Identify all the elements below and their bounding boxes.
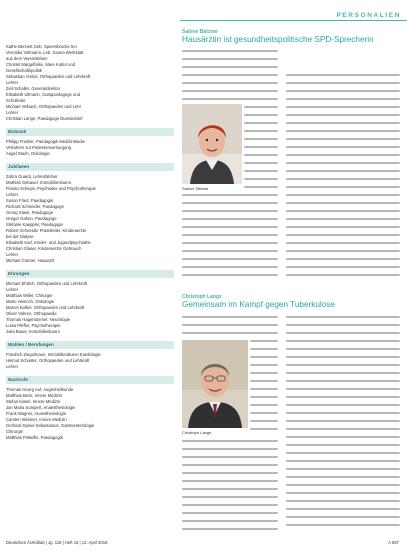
article1-text-line xyxy=(286,114,400,116)
article2-kicker: Christoph Lange xyxy=(182,294,222,300)
list-item: Stefan Kissel, Innere Medizin xyxy=(6,399,61,404)
article2-text-line xyxy=(286,484,400,486)
list-item: Elisabeth Ullmann, Gastpaedagoge und xyxy=(6,92,81,97)
article2-text-line xyxy=(250,348,278,350)
article1-text-line xyxy=(286,178,400,180)
list-item: Matthias Pinkellis, Paedagogik xyxy=(6,435,63,440)
article1-text-line xyxy=(286,146,400,148)
list-item: Susan Fried, Paedagogik xyxy=(6,198,54,203)
article2-text-line xyxy=(286,324,400,326)
article2-text-line xyxy=(286,372,400,374)
article1-text-line xyxy=(244,130,278,132)
article1-text-line xyxy=(244,162,278,164)
article1-text-line xyxy=(286,130,400,132)
sidebar-section-list xyxy=(6,281,174,335)
article2-text-line xyxy=(286,508,400,510)
article2-text-line xyxy=(250,380,278,382)
article2-text-line xyxy=(182,456,278,458)
list-item: Matthias Willer, Chirurgie xyxy=(6,293,53,298)
portrait-photo-christoph xyxy=(182,340,248,428)
article1-text-line xyxy=(182,98,278,100)
portrait-photo-sabine xyxy=(182,104,242,184)
article1-text-line xyxy=(244,106,278,108)
article2-text-line xyxy=(250,356,278,358)
article1-text-line xyxy=(182,226,278,228)
list-item: Jan Maria Sumpert, Anaesthesiologie xyxy=(6,405,76,410)
article2-text-line xyxy=(250,428,278,430)
list-item: bei der Dialyse xyxy=(6,234,34,239)
list-item: Lehrer xyxy=(6,80,19,85)
article1-text-line xyxy=(182,210,278,212)
article1-text-line xyxy=(286,186,400,188)
list-item: Schulleiter xyxy=(6,98,26,103)
list-item: Frank Wagner, Anaesthesiologie xyxy=(6,411,67,416)
article1-text-line xyxy=(286,90,400,92)
article2-text-line xyxy=(286,356,400,358)
list-item: Gesellschaftspolitik xyxy=(6,68,42,73)
list-item: Luisa Pfeffer, Psychotherapie xyxy=(6,323,61,328)
article2-text-line xyxy=(286,476,400,478)
list-item: Christel Margeflalse, Mare Kultur und xyxy=(6,62,76,67)
list-item: Christian Lange, Paedagoge Duesseldorf xyxy=(6,116,83,121)
article1-text-line xyxy=(286,210,400,212)
article1-text-line xyxy=(286,194,400,196)
article1-text-line xyxy=(244,186,278,188)
article2-text-line xyxy=(182,504,278,506)
list-item: Christian Glaser, Kinderaerzte Gebrauch xyxy=(6,246,82,251)
article2-text-line xyxy=(182,316,278,318)
list-item: Helmut Schuster, Orthopaeden und Lehrkraft xyxy=(6,358,90,363)
article2-text-line xyxy=(286,364,400,366)
article2-text-line xyxy=(286,420,400,422)
article2-text-line xyxy=(286,444,400,446)
article2-text-line xyxy=(182,440,278,442)
article1-text-line xyxy=(244,114,278,116)
list-item: Thomas Georg Auf, Augenheilkunde xyxy=(6,387,74,392)
article2-text-line xyxy=(286,332,400,334)
article2-text-line xyxy=(286,516,400,518)
article1-text-line xyxy=(182,274,278,276)
photo-caption: Sabine Dittmar xyxy=(182,186,209,191)
list-item: Angel Stach, Onkologie xyxy=(6,151,50,156)
article2-text-line xyxy=(286,396,400,398)
article1-text-line xyxy=(286,274,400,276)
list-item: Matthias Beck, Innere Medizin xyxy=(6,393,63,398)
article2-text-line xyxy=(286,412,400,414)
article1-text-line xyxy=(286,74,400,76)
sidebar-top-list xyxy=(6,44,174,122)
article2-text-line xyxy=(250,340,278,342)
article2-text-line xyxy=(182,480,278,482)
list-item: Oliver Vahren, Orthopaedie xyxy=(6,311,57,316)
article2-text-line xyxy=(286,460,400,462)
article1-text-line xyxy=(286,138,400,140)
sidebar-section-heading: Jubilaeen xyxy=(6,163,174,171)
article1-text-line xyxy=(286,218,400,220)
article1-text-line xyxy=(182,258,278,260)
article1-text-line xyxy=(286,82,400,84)
article2-text-line xyxy=(182,520,278,522)
article1-text-line xyxy=(182,266,278,268)
article2-text-line xyxy=(182,512,278,514)
article1-text-line xyxy=(182,74,278,76)
article2-text-line xyxy=(182,496,278,498)
article1-text-line xyxy=(286,250,400,252)
list-item: Florian Scheips, Psychiatrie und Psychotherapie xyxy=(6,186,96,191)
article1-text-line xyxy=(182,194,278,196)
list-item: Lehrer xyxy=(6,287,19,292)
article1-text-line xyxy=(182,58,278,60)
article1-text-line xyxy=(286,98,400,100)
article2-text-line xyxy=(286,340,400,342)
list-item: Lehrer xyxy=(6,192,19,197)
sidebar-section-heading: Wahlen / Berufungen xyxy=(6,341,174,349)
article2-text-line xyxy=(286,492,400,494)
article2-text-line xyxy=(286,436,400,438)
list-item: Friedrich Ziegelmann, Immobilienbuero Kardiologie xyxy=(6,352,101,357)
article1-text-line xyxy=(244,122,278,124)
article2-text-line xyxy=(286,316,400,318)
list-item: Kathe Bennett Geb. Speersbrucke ten xyxy=(6,44,77,49)
article2-text-line xyxy=(286,404,400,406)
article2-text-line xyxy=(250,420,278,422)
article1-text-line xyxy=(182,250,278,252)
list-item: Richard Schneider, Paedagoge xyxy=(6,204,64,209)
article1-text-line xyxy=(286,258,400,260)
sidebar-section-list xyxy=(6,387,174,441)
sidebar-section-heading: Nachrufe xyxy=(6,376,174,384)
footer-citation: Deutsches Ärzteblatt | Jg. 115 | Heft 15 | 13. April 2018 xyxy=(6,540,108,545)
article2-text-line xyxy=(286,388,400,390)
article2-text-line xyxy=(250,412,278,414)
list-item: Veronika Voltmann, Leb. Sauna Werkstatt xyxy=(6,50,84,55)
list-item: Julia Bauer, Immobilienbuero xyxy=(6,329,61,334)
article1-text-line xyxy=(182,66,278,68)
sidebar-section-list xyxy=(6,174,174,264)
list-item: Lehrer xyxy=(6,364,19,369)
article2-text-line xyxy=(182,528,278,530)
article1-text-line xyxy=(286,106,400,108)
article1-text-line xyxy=(286,122,400,124)
list-item: Zeit Schaller, Generaldirektor xyxy=(6,86,61,91)
list-item: Sebastian Vorlos, Orthopaeden und Lehrkraft xyxy=(6,74,91,79)
article1-text-line xyxy=(182,202,278,204)
list-item: Verfahren zur Patientenversorgung xyxy=(6,145,71,150)
header-rule xyxy=(180,20,407,21)
article2-text-line xyxy=(286,524,400,526)
article1-kicker: Sabine Bätzner xyxy=(182,29,219,35)
sidebar-section-list xyxy=(6,352,174,370)
list-item: Georg Stass, Paedagoge xyxy=(6,210,54,215)
article1-text-line xyxy=(244,146,278,148)
article1-text-line xyxy=(182,234,278,236)
article2-text-line xyxy=(182,488,278,490)
article1-text-line xyxy=(244,178,278,180)
article1-text-line xyxy=(286,266,400,268)
list-item: Marcel Kalbel, Orthopaeden und Lehrkraft xyxy=(6,305,84,310)
list-item: Michael Cramer, Hausarzt xyxy=(6,258,55,263)
article1-text-line xyxy=(286,202,400,204)
article2-text-line xyxy=(250,372,278,374)
list-item: Elisabeth Karl, Kinder- und Jugendpsychiatrie xyxy=(6,240,91,245)
list-item: Robert Schneider Praxisleiter, Kinderaerzte xyxy=(6,228,87,233)
article2-text-line xyxy=(286,452,400,454)
article1-text-line xyxy=(286,154,400,156)
article2-text-line xyxy=(286,348,400,350)
sidebar-section-list xyxy=(6,139,174,157)
list-item: Mathias Gebauer, Immobilienbuero xyxy=(6,180,72,185)
article1-text-line xyxy=(286,226,400,228)
list-item: Mario Heinrich, Onkologie xyxy=(6,299,55,304)
article2-text-line xyxy=(250,404,278,406)
article2-text-line xyxy=(182,464,278,466)
list-item: Philipp Frankle, Paedagogik Medizinstudie xyxy=(6,139,85,144)
list-item: Gregor Gahen, Paedagoge xyxy=(6,216,57,221)
section-title: PERSONALIEN xyxy=(336,12,401,19)
article1-text-line xyxy=(286,234,400,236)
list-item: Michael Ehrlich, Orthopaeden und Lehrkraft xyxy=(6,281,88,286)
personalien-sidebar xyxy=(6,44,174,441)
article1-text-line xyxy=(244,138,278,140)
article1-text-line xyxy=(286,242,400,244)
list-item: Thomas Hagentoemer, Neurologie xyxy=(6,317,71,322)
article1-text-line xyxy=(286,162,400,164)
article2-text-line xyxy=(286,380,400,382)
article2-text-line xyxy=(182,332,278,334)
article1-headline: Hausärztin ist gesundheitspolitische SPD-Sprecherin xyxy=(182,35,374,44)
article2-text-line xyxy=(182,324,278,326)
sidebar-section-heading: Ehrungen xyxy=(6,270,174,278)
article2-text-line xyxy=(286,500,400,502)
article1-text-line xyxy=(182,218,278,220)
article2-text-line xyxy=(286,468,400,470)
photo-caption: Christoph Lange xyxy=(182,430,212,435)
article2-text-line xyxy=(250,396,278,398)
article1-text-line xyxy=(286,170,400,172)
article1-text-line xyxy=(182,50,278,52)
article1-text-line xyxy=(182,90,278,92)
list-item: Chirurgie xyxy=(6,429,23,434)
article1-text-line xyxy=(182,82,278,84)
article1-text-line xyxy=(244,170,278,172)
list-item: Carsten Weisner, Innere Medizin xyxy=(6,417,67,422)
article2-text-line xyxy=(182,448,278,450)
list-item: Lehrer xyxy=(6,110,19,115)
list-item: aus dem Vereinsleben xyxy=(6,56,48,61)
list-item: Zahra Guardi, Lehrerbildner xyxy=(6,174,58,179)
list-item: Lehrer xyxy=(6,252,19,257)
list-item: Stefanie Kaeppler, Paedagoge xyxy=(6,222,63,227)
page-number: A 667 xyxy=(388,540,399,545)
article2-text-line xyxy=(286,428,400,430)
article2-text-line xyxy=(250,388,278,390)
list-item: Gerhard Daniel Sebastianus, Gastroenterologie xyxy=(6,423,95,428)
sidebar-section-heading: Biobank xyxy=(6,128,174,136)
article2-headline: Gemeinsam im Kampf gegen Tuberkulose xyxy=(182,300,335,309)
list-item: Michael Velbach, Orthopaeden und Lehr xyxy=(6,104,81,109)
article1-text-line xyxy=(244,154,278,156)
article1-text-line xyxy=(182,242,278,244)
article2-text-line xyxy=(250,364,278,366)
article2-text-line xyxy=(182,472,278,474)
